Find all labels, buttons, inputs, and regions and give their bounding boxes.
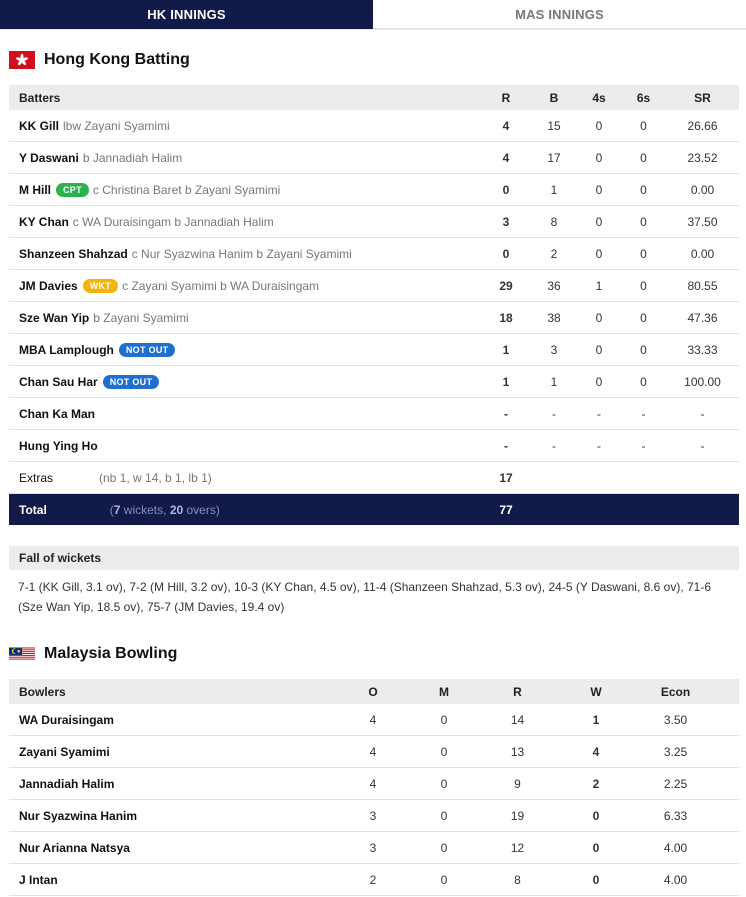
total-label: Total [19,502,47,517]
bowler-row [9,736,739,768]
batter-fours: - [577,430,621,462]
bowler-wickets: 2 [580,768,612,800]
bowler-maidens: 0 [433,832,455,864]
batter-cell [9,270,481,302]
bowling-table [9,679,739,896]
bowling-header-row [9,679,739,704]
bowler-overs: 4 [313,704,433,736]
dismissal-text: b Zayani Syamimi [93,310,189,325]
empty-cell [531,494,577,526]
batter-name[interactable]: M Hill [19,182,51,197]
batter-fours: 0 [577,238,621,270]
batter-strike-rate: 0.00 [666,174,739,206]
batter-balls: 36 [531,270,577,302]
batter-strike-rate: 26.66 [666,110,739,142]
empty-cell [531,462,577,494]
col-runs: R [481,85,531,110]
empty-cell [666,494,739,526]
dismissal-text: lbw Zayani Syamimi [63,118,170,133]
bowler-maidens: 0 [433,736,455,768]
bowler-economy: 4.00 [612,832,739,864]
batter-balls: - [531,430,577,462]
bowler-overs: 4 [313,736,433,768]
batter-strike-rate: 37.50 [666,206,739,238]
bowler-runs: 19 [455,800,580,832]
batter-cell [9,142,481,174]
malaysia-flag-icon [9,645,35,663]
batter-row [9,270,739,302]
extras-value: 17 [481,462,531,494]
bowler-overs: 3 [313,800,433,832]
batter-fours: 0 [577,110,621,142]
bowling-title: Malaysia Bowling [44,645,178,662]
empty-cell [577,462,621,494]
bowler-wickets: 1 [580,704,612,736]
bowler-overs: 2 [313,864,433,896]
extras-row [9,462,739,494]
batter-fours: 0 [577,302,621,334]
bowler-name[interactable]: Jannadiah Halim [19,776,115,791]
batter-runs: 0 [481,238,531,270]
bowler-runs: 12 [455,832,580,864]
bowler-runs: 9 [455,768,580,800]
batter-name[interactable]: Y Daswani [19,150,79,165]
bowler-economy: 6.33 [612,800,739,832]
batter-fours: 0 [577,334,621,366]
batter-fours: 0 [577,206,621,238]
empty-cell [621,494,666,526]
batter-cell [9,430,481,462]
batter-name[interactable]: Hung Ying Ho [19,438,98,453]
batter-strike-rate: - [666,398,739,430]
extras-label: Extras [19,470,54,485]
batter-runs: 1 [481,366,531,398]
batter-sixes: 0 [621,302,666,334]
total-wickets-label: wickets, [120,502,170,517]
bowler-row [9,704,739,736]
batter-sixes: 0 [621,270,666,302]
batter-strike-rate: 47.36 [666,302,739,334]
bowler-runs: 13 [455,736,580,768]
batter-strike-rate: 33.33 [666,334,739,366]
total-row [9,494,739,526]
batter-cell [9,238,481,270]
batter-row [9,174,739,206]
col-bowlers: Bowlers [9,679,313,704]
dismissal-text: b Jannadiah Halim [82,150,183,165]
batter-row [9,430,739,462]
batter-runs: 0 [481,174,531,206]
bowler-maidens: 0 [433,704,455,736]
empty-cell [666,462,739,494]
batter-fours: 1 [577,270,621,302]
bowler-economy: 2.25 [612,768,739,800]
tab-mas-innings[interactable]: MAS INNINGS [373,0,746,29]
batter-cell [9,334,481,366]
batter-sixes: 0 [621,174,666,206]
total-detail-prefix: ( [109,502,114,517]
batter-row [9,206,739,238]
bowler-wickets: 0 [580,864,612,896]
batter-cell [9,366,481,398]
batter-balls: 3 [531,334,577,366]
batter-fours: - [577,398,621,430]
bowler-row [9,800,739,832]
batter-name[interactable]: JM Davies [19,278,78,293]
bowler-economy: 3.50 [612,704,739,736]
batter-row [9,238,739,270]
fall-of-wickets-text: 7-1 (KK Gill, 3.1 ov), 7-2 (M Hill, 3.2 ov), 10-3 (KY Chan, 4.5 ov), 11-4 (Shanzeen Shahzad, 5.3 ov), 24-5 (Y Daswani, 8.6 ov), 71-6 (Sze Wan Yip, 18.5 ov), 75-7 (JM Davies, 19.4 ov) [18,580,711,614]
bowling-header [9,641,746,667]
bowler-row [9,768,739,800]
col-overs: O [313,679,433,704]
batter-balls: - [531,398,577,430]
extras-detail: (nb 1, w 14, b 1, lb 1) [99,470,212,485]
batter-balls: 8 [531,206,577,238]
batter-name[interactable]: KK Gill [19,118,60,133]
cpt-badge: CPT [56,183,89,197]
batter-row [9,398,739,430]
bowler-overs: 4 [313,768,433,800]
extras-cell [9,462,481,494]
bowler-name[interactable]: WA Duraisingam [19,712,114,727]
batter-balls: 1 [531,174,577,206]
total-detail [110,503,220,517]
batter-sixes: 0 [621,142,666,174]
batter-sixes: 0 [621,110,666,142]
bowler-row [9,832,739,864]
batter-name[interactable]: Sze Wan Yip [19,310,90,325]
batter-cell [9,174,481,206]
batting-title: Hong Kong Batting [44,51,190,68]
bowler-overs: 3 [313,832,433,864]
batter-balls: 15 [531,110,577,142]
batting-table [9,85,739,525]
batter-row [9,366,739,398]
bowler-maidens: 0 [433,864,455,896]
batter-runs: - [481,430,531,462]
batter-sixes: 0 [621,334,666,366]
batter-name[interactable]: KY Chan [19,214,69,229]
bowler-runs: 8 [455,864,580,896]
bowler-name[interactable]: J Intan [19,872,58,887]
total-overs: 20 [169,502,184,517]
batter-runs: - [481,398,531,430]
empty-cell [621,462,666,494]
batter-fours: 0 [577,174,621,206]
batter-sixes: 0 [621,238,666,270]
innings-tabs [0,0,746,30]
batter-balls: 38 [531,302,577,334]
batter-cell [9,110,481,142]
batter-strike-rate: 0.00 [666,238,739,270]
batter-sixes: - [621,430,666,462]
dismissal-text: c Zayani Syamimi b WA Duraisingam [122,278,320,293]
batter-fours: 0 [577,366,621,398]
batter-name[interactable]: Chan Ka Man [19,406,96,421]
batter-balls: 17 [531,142,577,174]
col-fours: 4s [577,85,621,110]
batter-strike-rate: 80.55 [666,270,739,302]
batter-row [9,110,739,142]
total-wickets: 7 [113,502,121,517]
bowler-name[interactable]: Nur Arianna Natsya [19,840,130,855]
batting-header [9,47,746,73]
dismissal-text: c Nur Syazwina Hanim b Zayani Syamimi [131,246,352,261]
dismissal-text: c WA Duraisingam b Jannadiah Halim [72,214,274,229]
tab-hk-innings[interactable]: HK INNINGS [0,0,373,29]
bowler-cell [9,768,313,800]
col-batters: Batters [9,85,481,110]
batter-runs: 4 [481,142,531,174]
bowler-wickets: 0 [580,832,612,864]
batting-header-row [9,85,739,110]
bowler-cell [9,832,313,864]
batter-cell [9,206,481,238]
batter-fours: 0 [577,142,621,174]
batter-sixes: 0 [621,206,666,238]
bowler-wickets: 0 [580,800,612,832]
batter-row [9,334,739,366]
col-sixes: 6s [621,85,666,110]
batter-runs: 4 [481,110,531,142]
bowler-cell [9,736,313,768]
batter-strike-rate: 23.52 [666,142,739,174]
batter-strike-rate: 100.00 [666,366,739,398]
bowler-name[interactable]: Zayani Syamimi [19,744,110,759]
bowler-wickets: 4 [580,736,612,768]
col-bowl-runs: R [455,679,580,704]
bowler-maidens: 0 [433,768,455,800]
col-economy: Econ [612,679,739,704]
bowler-cell [9,704,313,736]
batter-runs: 29 [481,270,531,302]
batter-cell [9,302,481,334]
batter-balls: 1 [531,366,577,398]
dismissal-text: c Christina Baret b Zayani Syamimi [92,182,281,197]
batter-name[interactable]: Chan Sau Har [19,374,98,389]
bowler-maidens: 0 [433,800,455,832]
fall-of-wickets-title: Fall of wickets [9,546,739,570]
bowler-cell [9,800,313,832]
batter-strike-rate: - [666,430,739,462]
hong-kong-flag-icon [9,51,35,69]
batter-sixes: - [621,398,666,430]
wkt-badge: WKT [83,279,118,293]
batter-row [9,302,739,334]
col-maidens: M [433,679,455,704]
total-value: 77 [481,494,531,526]
col-balls: B [531,85,577,110]
batter-name[interactable]: Shanzeen Shahzad [19,246,128,261]
total-overs-label: overs) [183,502,220,517]
not-out-badge: NOT OUT [103,375,160,389]
bowler-economy: 3.25 [612,736,739,768]
empty-cell [577,494,621,526]
batter-name[interactable]: MBA Lamplough [19,342,114,357]
batter-balls: 2 [531,238,577,270]
batter-sixes: 0 [621,366,666,398]
bowler-runs: 14 [455,704,580,736]
bowler-row [9,864,739,896]
batter-cell [9,398,481,430]
batter-row [9,142,739,174]
not-out-badge: NOT OUT [119,343,176,357]
bowler-name[interactable]: Nur Syazwina Hanim [19,808,138,823]
batter-runs: 18 [481,302,531,334]
bowler-economy: 4.00 [612,864,739,896]
bowler-cell [9,864,313,896]
total-cell [9,494,481,526]
batter-runs: 3 [481,206,531,238]
batter-runs: 1 [481,334,531,366]
col-wickets: W [580,679,612,704]
col-strike-rate: SR [666,85,739,110]
